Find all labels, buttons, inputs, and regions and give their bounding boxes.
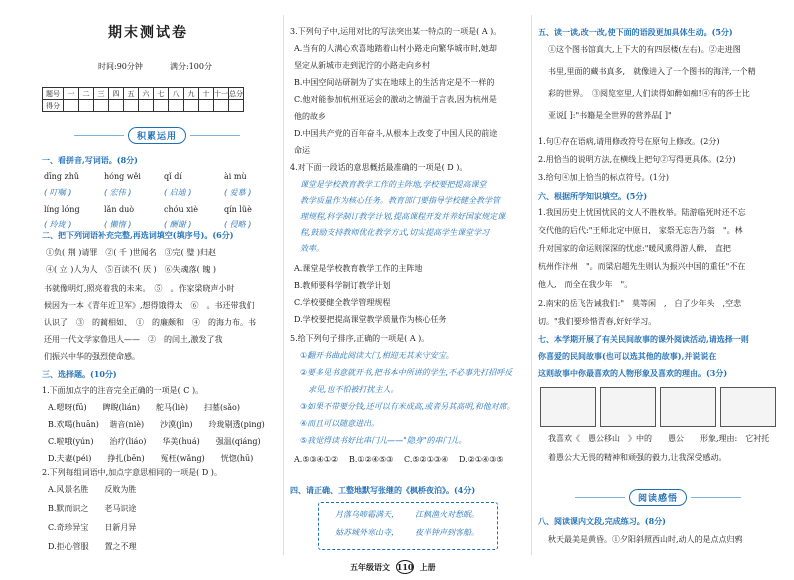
illustration-3	[660, 387, 716, 427]
pinyin-item: lǎn duò	[104, 205, 135, 214]
score-header-cell: 十	[199, 88, 214, 100]
section-5-heading: 五、读一读,改一改,使下面的语段更加具体生动。(5分)	[538, 27, 733, 37]
pinyin-item: qǐ dí	[164, 172, 182, 181]
sentence-line: ③如果不带要分钱,还可以有米成高,或者另其高明,和他对席。	[300, 402, 515, 411]
option-line: C.啦哦(yún) 治疗(liáo) 华美(huá) 强温(qiáng)	[48, 437, 261, 446]
option-line: D.学校要把提高课堂教学质量作为核心任务	[294, 315, 447, 324]
pinyin-item: chóu xiè	[164, 205, 198, 214]
option-line: 坚定从新城市走到泥泞的小路走向乡村	[294, 61, 430, 70]
pinyin-answer: ( 启迪 )	[164, 188, 192, 197]
section-7-line: 这则故事中你最喜欢的人物形象及喜欢的理由。(3分)	[538, 368, 728, 378]
score-table	[42, 87, 244, 112]
idioms-row-2: ④( 立 )人为人 ⑤百读不( 厌 ) ⑥失魂落( 魄 )	[46, 265, 216, 274]
score-header-cell: 总分	[229, 89, 243, 98]
question-5: 5.给下列句子排序,正确的一项是( A )。	[290, 334, 430, 343]
illustration-1	[540, 387, 596, 427]
passage-line: 交代他的后代:"王师北定中原日, 家祭无忘告乃翁 "。林	[538, 226, 743, 235]
score-value-cell[interactable]	[79, 100, 94, 112]
pinyin-item: qín lüè	[224, 205, 252, 214]
score-value-cell: 得分	[43, 100, 64, 112]
passage-line: 候因为一本《青年近卫军》,想得饿得太 ⑥ 。书还带我们	[44, 301, 255, 310]
question-4: 4.对下面一段话的意思概括最准确的一项是( D )。	[290, 163, 468, 172]
option-item: D.②①④③⑤	[459, 455, 504, 464]
banner-yuedu	[538, 489, 778, 505]
score-header-cell: 十一	[214, 89, 228, 98]
score-value-cell[interactable]	[214, 100, 229, 112]
sentence-line: 求见,也不怕被打扰主人。	[300, 385, 399, 394]
score-value-cell[interactable]	[229, 100, 244, 112]
footer-volume: 上册	[419, 562, 436, 572]
score-value-cell[interactable]	[169, 100, 184, 112]
quote-line: 程,鼓励支持教师优化教学方式,切实提高学生课堂学习	[300, 228, 490, 237]
section-8-heading: 八、阅读课内文段,完成练习。(8分)	[538, 516, 666, 526]
quote-line: 教学质量作为核心任务。教育部门要指导学校健全教学管	[300, 196, 500, 205]
question-1: 1.下面加点字的注音完全正确的一项是( C )。	[42, 386, 204, 395]
score-value-cell[interactable]	[109, 100, 124, 112]
passage-line: 认识了 ③ 的蔺相如、 ① 的廉颇和 ④ 的海力布。书	[44, 318, 256, 327]
score-value-cell[interactable]	[154, 100, 169, 112]
section-8-passage: 秋天最美是黄昏。①夕阳斜照西山时,动人的是点点归鸦	[548, 535, 743, 544]
footer-grade: 五年级语文	[350, 562, 390, 572]
score-header-cell: 六	[139, 88, 154, 100]
section-5-q3: 3.给句④加上恰当的标点符号。(1分)	[538, 173, 669, 182]
pinyin-item: hóng wěi	[104, 172, 141, 181]
option-line: D.中国共产党的百年奋斗,从根本上改变了中国人民的前途	[294, 129, 498, 138]
pinyin-answer: ( 懒惰 )	[104, 220, 132, 229]
option-line: D.拒心管服 置之不理	[48, 542, 137, 551]
passage-line: 书就像明灯,照亮着我的未来。 ⑤ 。作家梁晓声小时	[44, 284, 235, 293]
quote-line: 效率。	[300, 244, 324, 253]
poem-line-3: 姑苏城外寒山寺，	[335, 528, 399, 537]
passage-line: 杭州作汴州 "。而梁启超先生则认为振兴中国的重任"不在	[538, 262, 746, 271]
passage-line: ①这个图书馆真大,上下大的有四层楼(左右)。②走进图	[548, 45, 741, 54]
sentence-line: ⑤我觉得读书好比串门儿——"隐身"的串门儿。	[300, 436, 467, 445]
passage-line: 切。"我们要珍惜青春,好好学习。	[538, 317, 657, 326]
pinyin-answer: ( 宏伟 )	[104, 188, 132, 197]
pinyin-item: dīng zhǔ	[44, 172, 80, 181]
section-1-heading: 一、看拼音,写词语。(8分)	[42, 155, 138, 165]
section-5-q2: 2.用恰当的说明方法,在横线上把句②写得更具体。(2分)	[538, 155, 736, 164]
sentence-line: ④而且可以随意进出。	[300, 419, 380, 428]
pinyin-answer: ( 爱慕 )	[224, 188, 252, 197]
option-line: B.中国空间站研制为了实在地球上的生活肯定是不一样的	[294, 78, 495, 87]
section-6-heading: 六、根据所学知识填空。(5分)	[538, 191, 648, 201]
banner-yuedu-label: 阅读感悟	[629, 489, 687, 506]
option-line: A.风景名胜 反败为胜	[48, 485, 137, 494]
illustration-4	[720, 387, 776, 427]
score-header-cell: 九	[184, 88, 199, 100]
section-7-line: 七、本学期开展了有关民间故事的课外阅读活动,请选择一则	[538, 334, 749, 344]
pinyin-item: ài mù	[224, 172, 247, 181]
score-header-cell: 八	[169, 88, 184, 100]
passage-line: 2.南宋的岳飞告诫我们:" 莫等闲 , 白了少年头 ,空悲	[538, 299, 742, 308]
option-line: C.他对能参加杭州亚运会的激动之情溢于言表,因为杭州是	[294, 95, 497, 104]
section-3-heading: 三、选择题。(10分)	[42, 369, 117, 379]
pinyin-answer: ( 酬谢 )	[164, 220, 192, 229]
option-line: A.嗯呀(fū) 睥睨(lián) 舵马(liè) 扫墓(sǎo)	[48, 403, 240, 412]
score-value-cell[interactable]	[184, 100, 199, 112]
score-header-cell: 七	[154, 88, 169, 100]
score-header-cell: 三	[94, 88, 109, 100]
option-item: B.①②④⑤③	[349, 455, 394, 464]
passage-line: 彩的世界。 ③阅览室里,人们读得如醉如痴!④有的莎士比	[548, 89, 750, 98]
score-header-cell: 五	[124, 88, 139, 100]
score-header-cell: 二	[79, 88, 94, 100]
page-footer	[350, 560, 436, 574]
option-line: 命运	[294, 146, 310, 155]
favorite-line: 我喜欢《 愚公移山 》中的 愚公 形象,理由: 它衬托	[548, 434, 770, 443]
time-label: 时间:90分钟	[98, 62, 143, 71]
option-line: C.奇珍异宝 日新月异	[48, 523, 137, 532]
option-item: A.⑤③④①②	[294, 455, 339, 464]
illustration-2	[600, 387, 656, 427]
score-header-cell: 四	[109, 88, 124, 100]
page-number: 110	[396, 562, 414, 572]
score-value-cell[interactable]	[199, 100, 214, 112]
passage-line: 升对国家的命运则深深的忧虑:"暖风熏得游人醉, 直把	[538, 244, 731, 253]
score-header-cell: 一	[64, 88, 79, 100]
pinyin-answer: ( 侵略 )	[224, 220, 252, 229]
question-3: 3.下列句子中,运用对比的写法突出某一特点的一项是( A )。	[290, 27, 502, 36]
score-value-cell[interactable]	[139, 100, 154, 112]
option-line: D.夫妻(péi) 挣扎(bēn) 冤枉(wǎng) 恍惚(hū)	[48, 454, 254, 463]
poem-line-1: 月落乌啼霜满天，	[335, 510, 399, 519]
section-4-heading: 四、请正确、工整地默写张继的《枫桥夜泊》。(4分)	[290, 485, 476, 495]
banner-jilei	[42, 127, 272, 143]
passage-line: 们振兴中华的强烈使命感。	[44, 352, 140, 361]
passage-line: 1.我国历史上忧国忧民的文人不胜枚举。陆游临死时还不忘	[538, 208, 746, 217]
option-line: C.学校要健全教学管理规程	[294, 298, 391, 307]
score-label: 满分:100分	[170, 62, 212, 71]
passage-line: 还用一代文学家鲁迅人—— ② 的闰土,激发了我	[44, 335, 223, 344]
passage-line: 书里,里面的藏书真多, 就像进入了一个图书的海洋,一个精	[548, 67, 756, 76]
pinyin-answer: ( 叮嘱 )	[44, 188, 72, 197]
score-value-cell[interactable]	[124, 100, 139, 112]
option-item: C.⑤②①③④	[404, 455, 449, 464]
question-2: 2.下列每组词语中,加点字意思相同的一项是( D )。	[42, 468, 222, 477]
pinyin-item: líng lóng	[44, 205, 80, 214]
quote-line: 课堂是学校教育教学工作的主阵地,学校要把提高课堂	[300, 180, 487, 189]
option-line: B.默而识之 老马识途	[48, 504, 137, 513]
option-line: B.教师要科学制订教学计划	[294, 281, 391, 290]
option-line: B.欢喝(huān) 谐音(niè) 沙漠(jìn) 玲珑剔透(ping)	[48, 420, 265, 429]
poem-line-2: 江枫渔火对愁眠。	[415, 510, 479, 519]
section-7-line: 你喜爱的民间故事(也可以选其他的故事),并说说在	[538, 351, 717, 361]
idioms-row-1: ①负( 荆 )请罪 ②( 千 )世闻名 ③完( 璧 )归赵	[46, 248, 216, 257]
favorite-line: 着愚公大无畏的精神和顽强的毅力,让我深受感动。	[548, 453, 727, 462]
option-line: A.当有的人满心欢喜地踏着山村小路走向繁华城市时,她却	[294, 44, 497, 53]
score-header-cell: 题号	[43, 88, 64, 100]
quote-line: 理规程,科学制订教学计划,提高课程开发并养好国家规定课	[300, 212, 506, 221]
page-title: 期末测试卷	[108, 25, 188, 41]
passage-line: 他人, 而全在我少年 "。	[538, 280, 633, 289]
section-2-heading: 二、把下列词语补充完整,再选词填空(填序号)。(6分)	[42, 230, 234, 240]
poem-line-4: 夜半钟声到客船。	[415, 528, 479, 537]
option-line: 他的故乡	[294, 112, 326, 121]
section-5-q1: 1.句①存在语病,请用修改符号在原句上修改。(2分)	[538, 137, 720, 146]
sentence-line: ①翻开书曲此阅读大门,相迎无其来守安宝。	[300, 351, 454, 360]
banner-jilei-label: 积累运用	[128, 127, 186, 144]
pinyin-answer: ( 玲珑 )	[44, 220, 72, 229]
passage-line: 亚说[ ]:"书籍是全世界的营养品[ ]"	[548, 111, 672, 120]
score-value-cell[interactable]	[64, 100, 79, 112]
score-value-cell[interactable]	[94, 100, 109, 112]
option-line: A.课堂是学校教育教学工作的主阵地	[294, 264, 423, 273]
sentence-line: ②要多见书意就开书,把书本中所讲的学生,不必事先打招呼反	[300, 368, 513, 377]
